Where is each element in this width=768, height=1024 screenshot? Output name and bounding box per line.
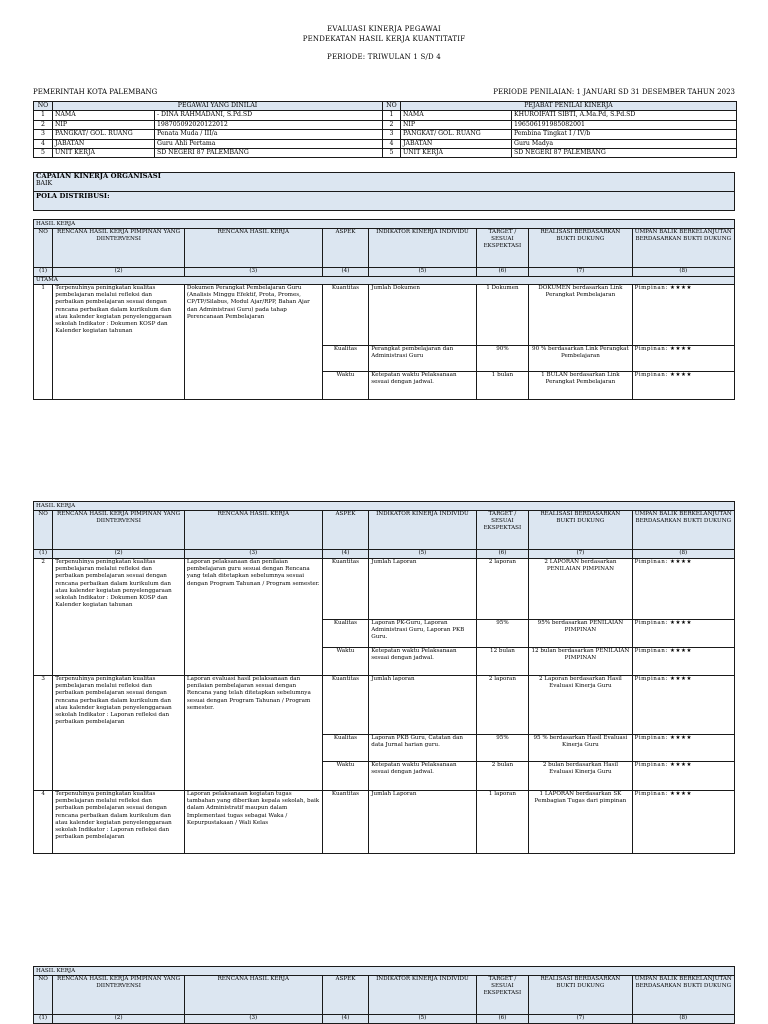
identity-label: UNIT KERJA [53,148,155,157]
pola-distribusi: POLA DISTRIBUSI: [36,192,110,200]
column-number: (3) [184,268,322,277]
instansi-label: PEMERINTAH KOTA PALEMBANG [33,88,158,96]
realisasi-cell: 2 LAPORAN berdasarkan PENILAIAN PIMPINAN [529,559,632,620]
realisasi-cell: 12 bulan berdasarkan PENILAIAN PIMPINAN [529,648,632,676]
indikator-cell: Ketepatan waktu Pelaksanaan sesuai dengan jadwal. [369,762,476,791]
realisasi-cell: 2 Laporan berdasarkan Hasil Evaluasi Kinerja Guru [529,676,632,735]
doc-periode: PERIODE: TRIWULAN 1 S/D 4 [327,53,441,61]
rencana-hasil-kerja: Laporan pelaksanaan kegiatan tugas tambahan yang diberikan kepala sekolah, baik dalam Administratif maupun dalam Implementasi tugas sebagai Waka / Kepurpustakaan / Wali Kelas [184,791,322,854]
column-number: (4) [322,1015,369,1024]
target-cell: 2 laporan [476,559,529,620]
identity-value-2: Guru Madya [512,139,737,148]
rencana-pimpinan: Terpenuhinya peningkatan kualitas pembelajaran melalui refleksi dan perbaikan pembelajaran sesuai dengan rencana perbaikan dalam kurikulum dan atau kalender kegiatan penyelenggaraan sekolah Indikator : Laporan refleksi dan perbaikan pembelajaran [53,791,185,854]
aspek-cell: Kuantitas [322,791,369,854]
column-number: (8) [632,268,734,277]
column-header: NO [34,976,53,1015]
column-number: (2) [53,268,185,277]
realisasi-cell: DOKUMEN berdasarkan Link Perangkat Pembelajaran [529,285,632,346]
column-header: UMPAN BALIK BERKELANJUTAN BERDASARKAN BUKTI DUKUNG [632,511,734,550]
column-number: (7) [529,550,632,559]
column-number: (5) [369,268,476,277]
indikator-cell: Jumlah Dokumen [369,285,476,346]
column-header: TARGET / SESUAI EKSPEKTASI [476,511,529,550]
aspek-cell: Kualitas [322,620,369,648]
target-cell: 1 Dokumen [476,285,529,346]
identity-label-2: UNIT KERJA [401,148,512,157]
feedback-cell: Pimpinan: ★★★★ [632,676,734,735]
column-header: TARGET / SESUAI EKSPEKTASI [476,229,529,268]
identity-label-2: PANGKAT/ GOL. RUANG [401,130,512,139]
column-header: ASPEK [322,976,369,1015]
realisasi-cell: 1 LAPORAN berdasarkan SK Pembagian Tugas dari pimpinan [529,791,632,854]
column-number: (1) [34,1015,53,1024]
column-number-row [34,1015,735,1024]
hasil-kerja-label: HASIL KERJA [34,220,735,229]
column-header: NO [34,511,53,550]
identity-no-2: 1 [383,111,401,120]
column-header: TARGET / SESUAI EKSPEKTASI [476,976,529,1015]
indikator-cell: Perangkat pembelajaran dan Administrasi Guru [369,346,476,372]
identity-no: 3 [34,130,53,139]
indikator-cell: Jumlah Laporan [369,559,476,620]
identity-label-2: NAMA [401,111,512,120]
target-cell: 95% [476,620,529,648]
no-header-2: NO [383,102,401,111]
hasil-kerja-table-3 [33,966,735,1024]
column-header: RENCANA HASIL KERJA PIMPINAN YANG DIINTERVENSI [53,976,185,1015]
identity-no: 2 [34,120,53,129]
indikator-cell: Laporan PK-Guru, Laporan Administrasi Guru, Laporan PKB Guru. [369,620,476,648]
column-header: INDIKATOR KINERJA INDIVIDU [369,229,476,268]
hasil-kerja-label: HASIL KERJA [34,502,735,511]
column-number-row [34,268,735,277]
target-cell: 95% [476,735,529,762]
identity-row [34,139,737,148]
column-number: (1) [34,550,53,559]
indikator-cell: Ketepatan waktu Pelaksanaan sesuai dengan jadwal. [369,648,476,676]
item-no: 2 [34,559,53,676]
target-cell: 1 laporan [476,791,529,854]
aspek-cell: Waktu [322,762,369,791]
table-row [34,791,735,854]
feedback-cell: Pimpinan: ★★★★ [632,762,734,791]
utama-row [34,277,735,285]
capaian-value: BAIK [36,180,53,187]
column-number: (1) [34,268,53,277]
identity-value: SD NEGERI 87 PALEMBANG [155,148,383,157]
column-header: UMPAN BALIK BERKELANJUTAN BERDASARKAN BUKTI DUKUNG [632,976,734,1015]
aspek-cell: Kuantitas [322,559,369,620]
item-no: 1 [34,285,53,400]
table-row [34,285,735,346]
column-number: (2) [53,550,185,559]
identity-row [34,120,737,129]
column-header: NO [34,229,53,268]
identity-no: 5 [34,148,53,157]
capaian-label: CAPAIAN KINERJA ORGANISASI [36,172,161,180]
indikator-cell: Ketepatan waktu Pelaksanaan sesuai dengan jadwal. [369,372,476,400]
identity-row [34,111,737,120]
identity-no-2: 4 [383,139,401,148]
identity-row [34,130,737,139]
column-header: RENCANA HASIL KERJA [184,976,322,1015]
identity-value: Penata Muda / III/a [155,130,383,139]
aspek-cell: Waktu [322,648,369,676]
column-header: ASPEK [322,511,369,550]
realisasi-cell: 90 % berdasarkan Link Perangkat Pembelajaran [529,346,632,372]
identity-no-2: 3 [383,130,401,139]
identity-value-2: 196506191985082001 [512,120,737,129]
identity-label-2: JABATAN [401,139,512,148]
column-header: RENCANA HASIL KERJA [184,229,322,268]
feedback-cell: Pimpinan: ★★★★ [632,285,734,346]
column-header: INDIKATOR KINERJA INDIVIDU [369,976,476,1015]
column-header: RENCANA HASIL KERJA PIMPINAN YANG DIINTERVENSI [53,511,185,550]
capaian-table [33,172,735,211]
target-cell: 90% [476,346,529,372]
indikator-cell: Laporan PKB Guru, Catatan dan data Jurnal harian guru. [369,735,476,762]
identity-value: 198705092020122012 [155,120,383,129]
column-number: (3) [184,550,322,559]
identity-label: JABATAN [53,139,155,148]
aspek-cell: Waktu [322,372,369,400]
item-no: 3 [34,676,53,791]
indikator-cell: Jumlah laporan [369,676,476,735]
hasil-kerja-label: HASIL KERJA [34,967,735,976]
column-number: (7) [529,1015,632,1024]
identity-label: PANGKAT/ GOL. RUANG [53,130,155,139]
item-no: 4 [34,791,53,854]
identity-no: 1 [34,111,53,120]
indikator-cell: Jumlah Laporan [369,791,476,854]
subheader [33,88,735,98]
identity-no: 4 [34,139,53,148]
table-row [34,676,735,735]
feedback-cell: Pimpinan: ★★★★ [632,648,734,676]
identity-label: NIP [53,120,155,129]
column-number: (4) [322,268,369,277]
target-cell: 2 laporan [476,676,529,735]
realisasi-cell: 95 % berdasarkan Hasil Evaluasi Kinerja Guru [529,735,632,762]
column-number: (4) [322,550,369,559]
column-number: (2) [53,1015,185,1024]
column-number: (6) [476,1015,529,1024]
column-header: REALISASI BERDASARKAN BUKTI DUKUNG [529,229,632,268]
utama-label: UTAMA [34,277,735,285]
target-cell: 1 bulan [476,372,529,400]
identity-label: NAMA [53,111,155,120]
column-number: (7) [529,268,632,277]
identity-value-2: KHUROIFATI SIBTI, A.Ma.Pd, S.Pd.SD [512,111,737,120]
aspek-cell: Kualitas [322,346,369,372]
document-header [0,24,768,62]
aspek-cell: Kuantitas [322,285,369,346]
no-header: NO [34,102,53,111]
feedback-cell: Pimpinan: ★★★★ [632,346,734,372]
doc-subtitle: PENDEKATAN HASIL KERJA KUANTITATIF [302,35,466,43]
hasil-kerja-table-1 [33,219,735,400]
realisasi-cell: 95% berdasarkan PENILAIAN PIMPINAN [529,620,632,648]
rencana-pimpinan: Terpenuhinya peningkatan kualitas pembelajaran melalui refleksi dan perbaikan pembelajaran sesuai dengan rencana perbaikan dalam kurikulum dan atau kalender kegiatan penyelenggaraan sekolah Indikator : Laporan refleksi dan perbaikan pembelajaran [53,676,185,791]
column-number: (8) [632,1015,734,1024]
target-cell: 12 bulan [476,648,529,676]
rencana-hasil-kerja: Laporan pelaksanaan dan penilaian pembelajaran guru sesuai dengan Rencana yang telah ditetapkan sebelumnya sesuai dengan Program Tahunan / Program semester. [184,559,322,676]
rencana-pimpinan: Terpenuhinya peningkatan kualitas pembelajaran melalui refleksi dan perbaikan pembelajaran sesuai dengan rencana perbaikan dalam kurikulum dan atau kalender kegiatan penyelenggaraan sekolah Indikator : Dokumen KOSP dan Kalender kegiatan tahunan [53,559,185,676]
column-header-row [34,229,735,268]
band-row [34,220,735,229]
column-header: RENCANA HASIL KERJA PIMPINAN YANG DIINTERVENSI [53,229,185,268]
column-number-row [34,550,735,559]
rencana-hasil-kerja: Laporan evaluasi hasil pelaksanaan dan penilaian pembelajaran sesuai dengan Rencana yang telah ditetapkan sebelumnya sesuai dengan Program Tahunan / Program semester. [184,676,322,791]
identity-no-2: 2 [383,120,401,129]
column-number: (5) [369,550,476,559]
column-header: RENCANA HASIL KERJA [184,511,322,550]
column-number: (6) [476,550,529,559]
feedback-cell: Pimpinan: ★★★★ [632,559,734,620]
identity-value-2: Pembina Tingkat I / IV/b [512,130,737,139]
column-header: UMPAN BALIK BERKELANJUTAN BERDASARKAN BUKTI DUKUNG [632,229,734,268]
column-header: REALISASI BERDASARKAN BUKTI DUKUNG [529,511,632,550]
realisasi-cell: 1 BULAN berdasarkan Link Perangkat Pembelajaran [529,372,632,400]
feedback-cell: Pimpinan: ★★★★ [632,791,734,854]
column-header: REALISASI BERDASARKAN BUKTI DUKUNG [529,976,632,1015]
identity-value: Guru Ahli Pertama [155,139,383,148]
band-row [34,502,735,511]
column-number: (8) [632,550,734,559]
column-header-row [34,976,735,1015]
feedback-cell: Pimpinan: ★★★★ [632,620,734,648]
aspek-cell: Kualitas [322,735,369,762]
periode-penilaian: PERIODE PENILAIAN: 1 JANUARI SD 31 DESEMBER TAHUN 2023 [493,88,735,96]
identity-no-2: 5 [383,148,401,157]
doc-title: EVALUASI KINERJA PEGAWAI [327,25,441,33]
identity-label-2: NIP [401,120,512,129]
column-header: ASPEK [322,229,369,268]
feedback-cell: Pimpinan: ★★★★ [632,372,734,400]
rencana-pimpinan: Terpenuhinya peningkatan kualitas pembelajaran melalui refleksi dan perbaikan pembelajaran sesuai dengan rencana perbaikan dalam kurikulum dan atau kalender kegiatan penyelenggaraan sekolah Indikator : Dokumen KOSP dan Kalender kegiatan tahunan [53,285,185,400]
pejabat-header: PEJABAT PENILAI KINERJA [401,102,737,111]
rencana-hasil-kerja: Dokumen Perangkat Pembelajaran Guru (Analisis Minggu Efektif, Prota, Promes, CP/TP/Silabus, Modul Ajar/RPP, Bahan Ajar dan Administrasi Guru) pada tahap Perencanaan Pembelajaran [184,285,322,400]
pegawai-header: PEGAWAI YANG DINILAI [53,102,383,111]
column-header-row [34,511,735,550]
identity-value: - DINA RAHMADANI, S.Pd.SD [155,111,383,120]
hasil-kerja-table-2 [33,501,735,854]
identity-value-2: SD NEGERI 87 PALEMBANG [512,148,737,157]
feedback-cell: Pimpinan: ★★★★ [632,735,734,762]
column-number: (6) [476,268,529,277]
identity-row [34,148,737,157]
table-row [34,559,735,620]
aspek-cell: Kuantitas [322,676,369,735]
realisasi-cell: 2 bulan berdasarkan Hasil Evaluasi Kinerja Guru [529,762,632,791]
target-cell: 2 bulan [476,762,529,791]
column-number: (3) [184,1015,322,1024]
band-row [34,967,735,976]
column-header: INDIKATOR KINERJA INDIVIDU [369,511,476,550]
column-number: (5) [369,1015,476,1024]
identity-table [33,101,737,158]
